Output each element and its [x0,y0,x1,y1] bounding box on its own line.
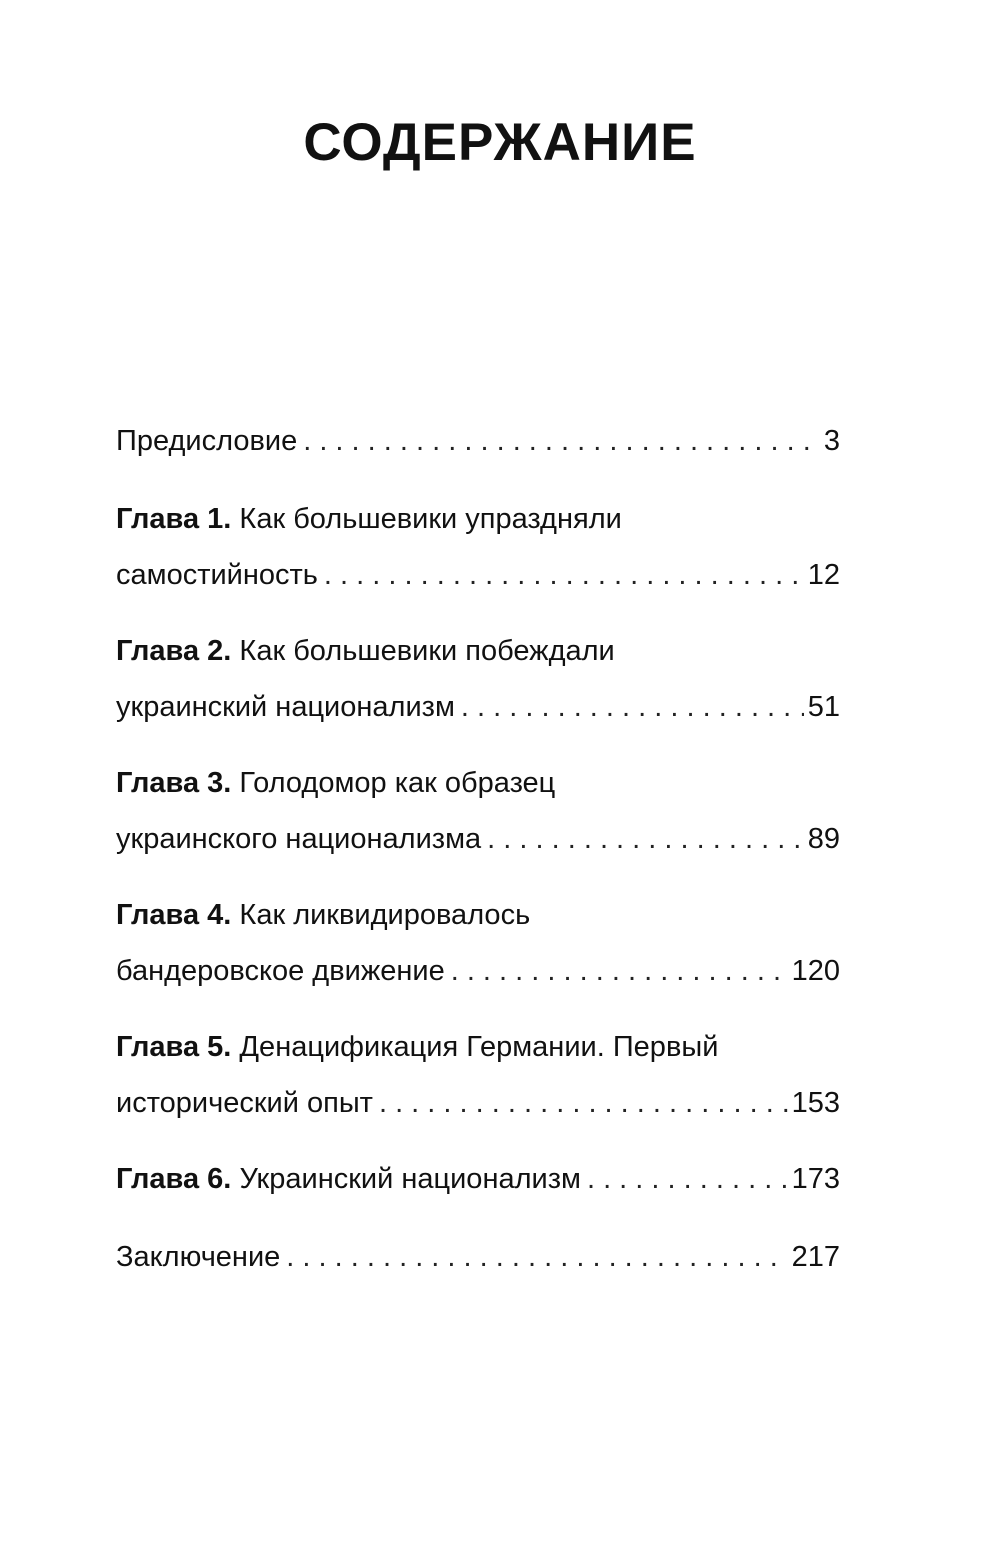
toc-entry-title: Как ликвидировалось [239,899,531,931]
page-title: СОДЕРЖАНИЕ [303,113,697,172]
toc-entry-chapter-4[interactable] [116,887,840,999]
toc-entry-line [116,547,840,603]
dot-leader [487,811,804,867]
toc-entry-chapter-3[interactable] [116,755,840,867]
dot-leader [461,679,804,735]
dot-leader [286,1229,787,1285]
toc-entry-title: Предисловие [116,425,298,457]
dot-leader [303,413,820,469]
toc-entry-title: Как большевики побеждали [239,635,615,667]
toc-page-number: 12 [807,559,840,591]
toc-entry-chapter-1[interactable] [116,491,840,603]
toc-entry-title-text: Украинский национализм [239,1163,581,1195]
toc-page-number: 153 [791,1087,840,1119]
toc-entry-title-continued: самостийность [116,559,318,591]
chapter-label: Глава 3. [116,767,240,799]
chapter-label: Глава 1. [116,503,240,535]
toc-entry-line [116,811,840,867]
dot-leader [379,1075,788,1131]
toc-entry-title-continued: исторический опыт [116,1087,373,1119]
toc-entry-line [116,887,840,943]
toc-entry-line [116,413,840,469]
toc-entry-title [116,1151,581,1207]
toc-entry-preface[interactable] [116,413,840,469]
dot-leader [587,1151,788,1207]
toc-entry-chapter-6[interactable] [116,1151,840,1207]
toc-entry-title-continued: бандеровское движение [116,955,445,987]
toc-entry-line [116,755,840,811]
table-of-contents [116,413,840,1307]
toc-entry-line [116,1019,840,1075]
toc-entry-conclusion[interactable] [116,1229,840,1285]
toc-entry-line [116,491,840,547]
toc-entry-title: Как большевики упраздняли [239,503,622,535]
toc-page-number: 120 [791,955,840,987]
toc-entry-line [116,1151,840,1207]
toc-page-number: 173 [791,1163,840,1195]
toc-entry-line [116,623,840,679]
chapter-label: Глава 2. [116,635,240,667]
toc-entry-title: Заключение [116,1241,281,1273]
dot-leader [451,943,788,999]
toc-page-number: 89 [807,823,840,855]
chapter-label: Глава 5. [116,1031,240,1063]
toc-entry-line [116,943,840,999]
toc-entry-line [116,1229,840,1285]
toc-page-number: 51 [807,691,840,723]
toc-entry-title: Денацификация Германии. Первый [239,1031,719,1063]
toc-entry-title-continued: украинского национализма [116,823,482,855]
toc-entry-chapter-2[interactable] [116,623,840,735]
chapter-label: Глава 4. [116,899,240,931]
toc-entry-line [116,1075,840,1131]
toc-page-number: 217 [791,1241,840,1273]
toc-entry-line [116,679,840,735]
chapter-label: Глава 6. [116,1163,232,1195]
toc-entry-title-continued: украинский национализм [116,691,455,723]
dot-leader [324,547,804,603]
toc-entry-chapter-5[interactable] [116,1019,840,1131]
toc-page-number: 3 [823,425,840,457]
toc-entry-title: Голодомор как образец [239,767,556,799]
